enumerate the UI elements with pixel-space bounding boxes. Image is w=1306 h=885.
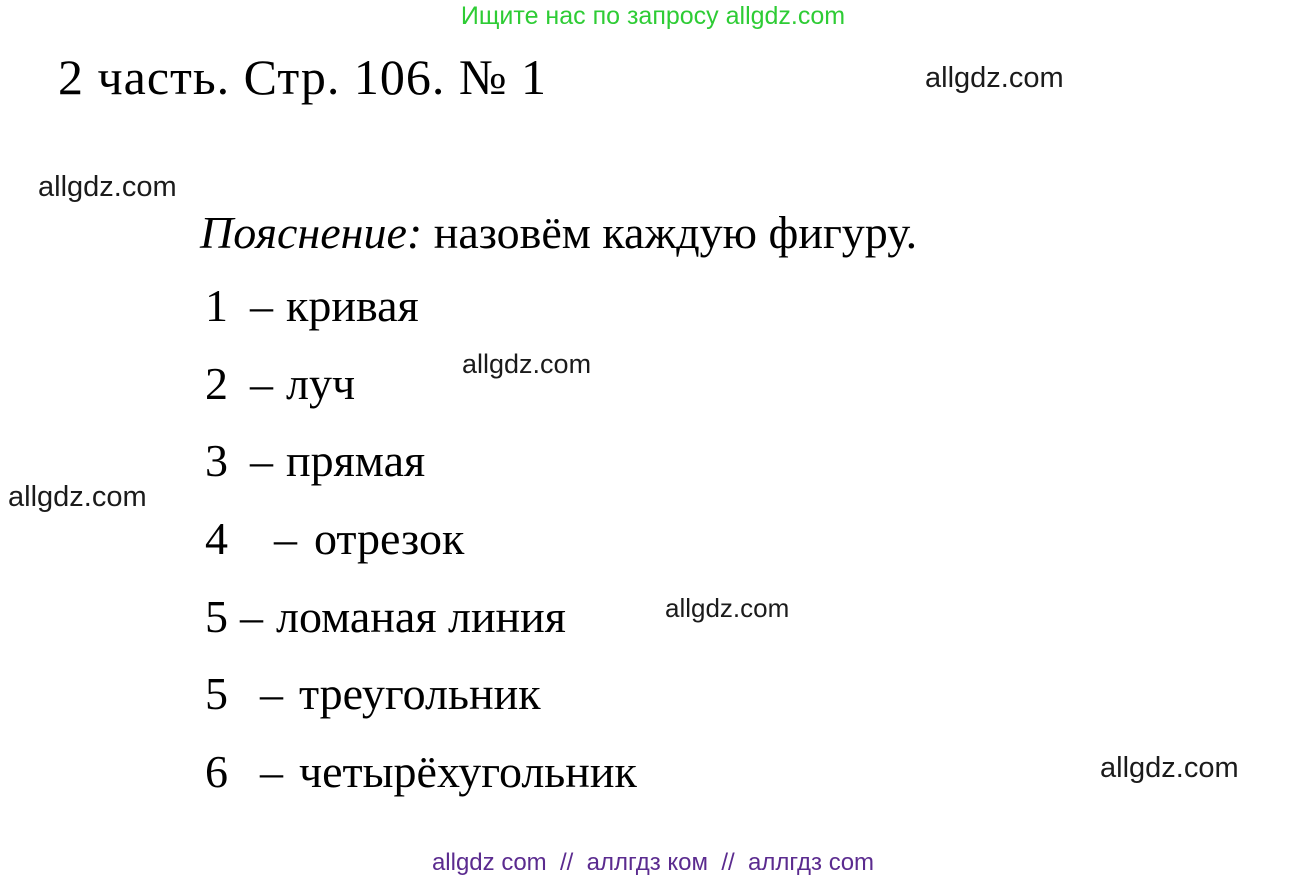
figure-number: 3 xyxy=(205,435,228,486)
footer-domains: allgdz com // аллгдз ком // аллгдз com xyxy=(431,849,875,876)
figure-name: кривая xyxy=(286,280,419,331)
figure-row xyxy=(205,745,637,798)
figure-row xyxy=(205,357,355,410)
figure-row xyxy=(205,667,541,720)
figure-row xyxy=(205,512,464,565)
promo-banner: Ищите нас по запросу allgdz.com xyxy=(460,2,846,30)
figure-number: 1 xyxy=(205,280,228,331)
watermark-bottom-right: allgdz.com xyxy=(1100,752,1239,784)
figure-number: 5 xyxy=(205,668,228,719)
figure-name: треугольник xyxy=(299,668,541,719)
watermark-left-lower: allgdz.com xyxy=(8,481,147,513)
dash-separator: – xyxy=(260,746,283,797)
dash-separator: – xyxy=(250,280,273,331)
page-title: 2 часть. Стр. 106. № 1 xyxy=(58,49,548,105)
figure-name: отрезок xyxy=(314,513,465,564)
figure-name: прямая xyxy=(286,435,426,486)
figure-row xyxy=(205,434,425,487)
figure-number: 5 xyxy=(205,591,228,642)
dash-separator: – xyxy=(260,668,283,719)
watermark-top-right: allgdz.com xyxy=(925,62,1064,94)
watermark-middle: allgdz.com xyxy=(462,349,592,379)
explanation-lead: Пояснение: xyxy=(200,207,423,258)
figure-number: 4 xyxy=(205,513,228,564)
watermark-inline: allgdz.com xyxy=(665,593,790,623)
dash-separator: – xyxy=(250,435,273,486)
figure-row xyxy=(205,590,566,643)
explanation-text: назовём каждую фигуру. xyxy=(422,207,918,258)
figure-number: 6 xyxy=(205,746,228,797)
figure-number: 2 xyxy=(205,358,228,409)
figure-name: луч xyxy=(286,358,356,409)
explanation-line xyxy=(200,206,917,259)
dash-separator: – xyxy=(250,358,273,409)
watermark-left-upper: allgdz.com xyxy=(38,171,177,203)
dash-separator: – xyxy=(274,513,297,564)
figure-row xyxy=(205,279,419,332)
figure-name: ломаная линия xyxy=(276,591,566,642)
figure-name: четырёхугольник xyxy=(299,746,637,797)
dash-separator: – xyxy=(240,591,263,642)
